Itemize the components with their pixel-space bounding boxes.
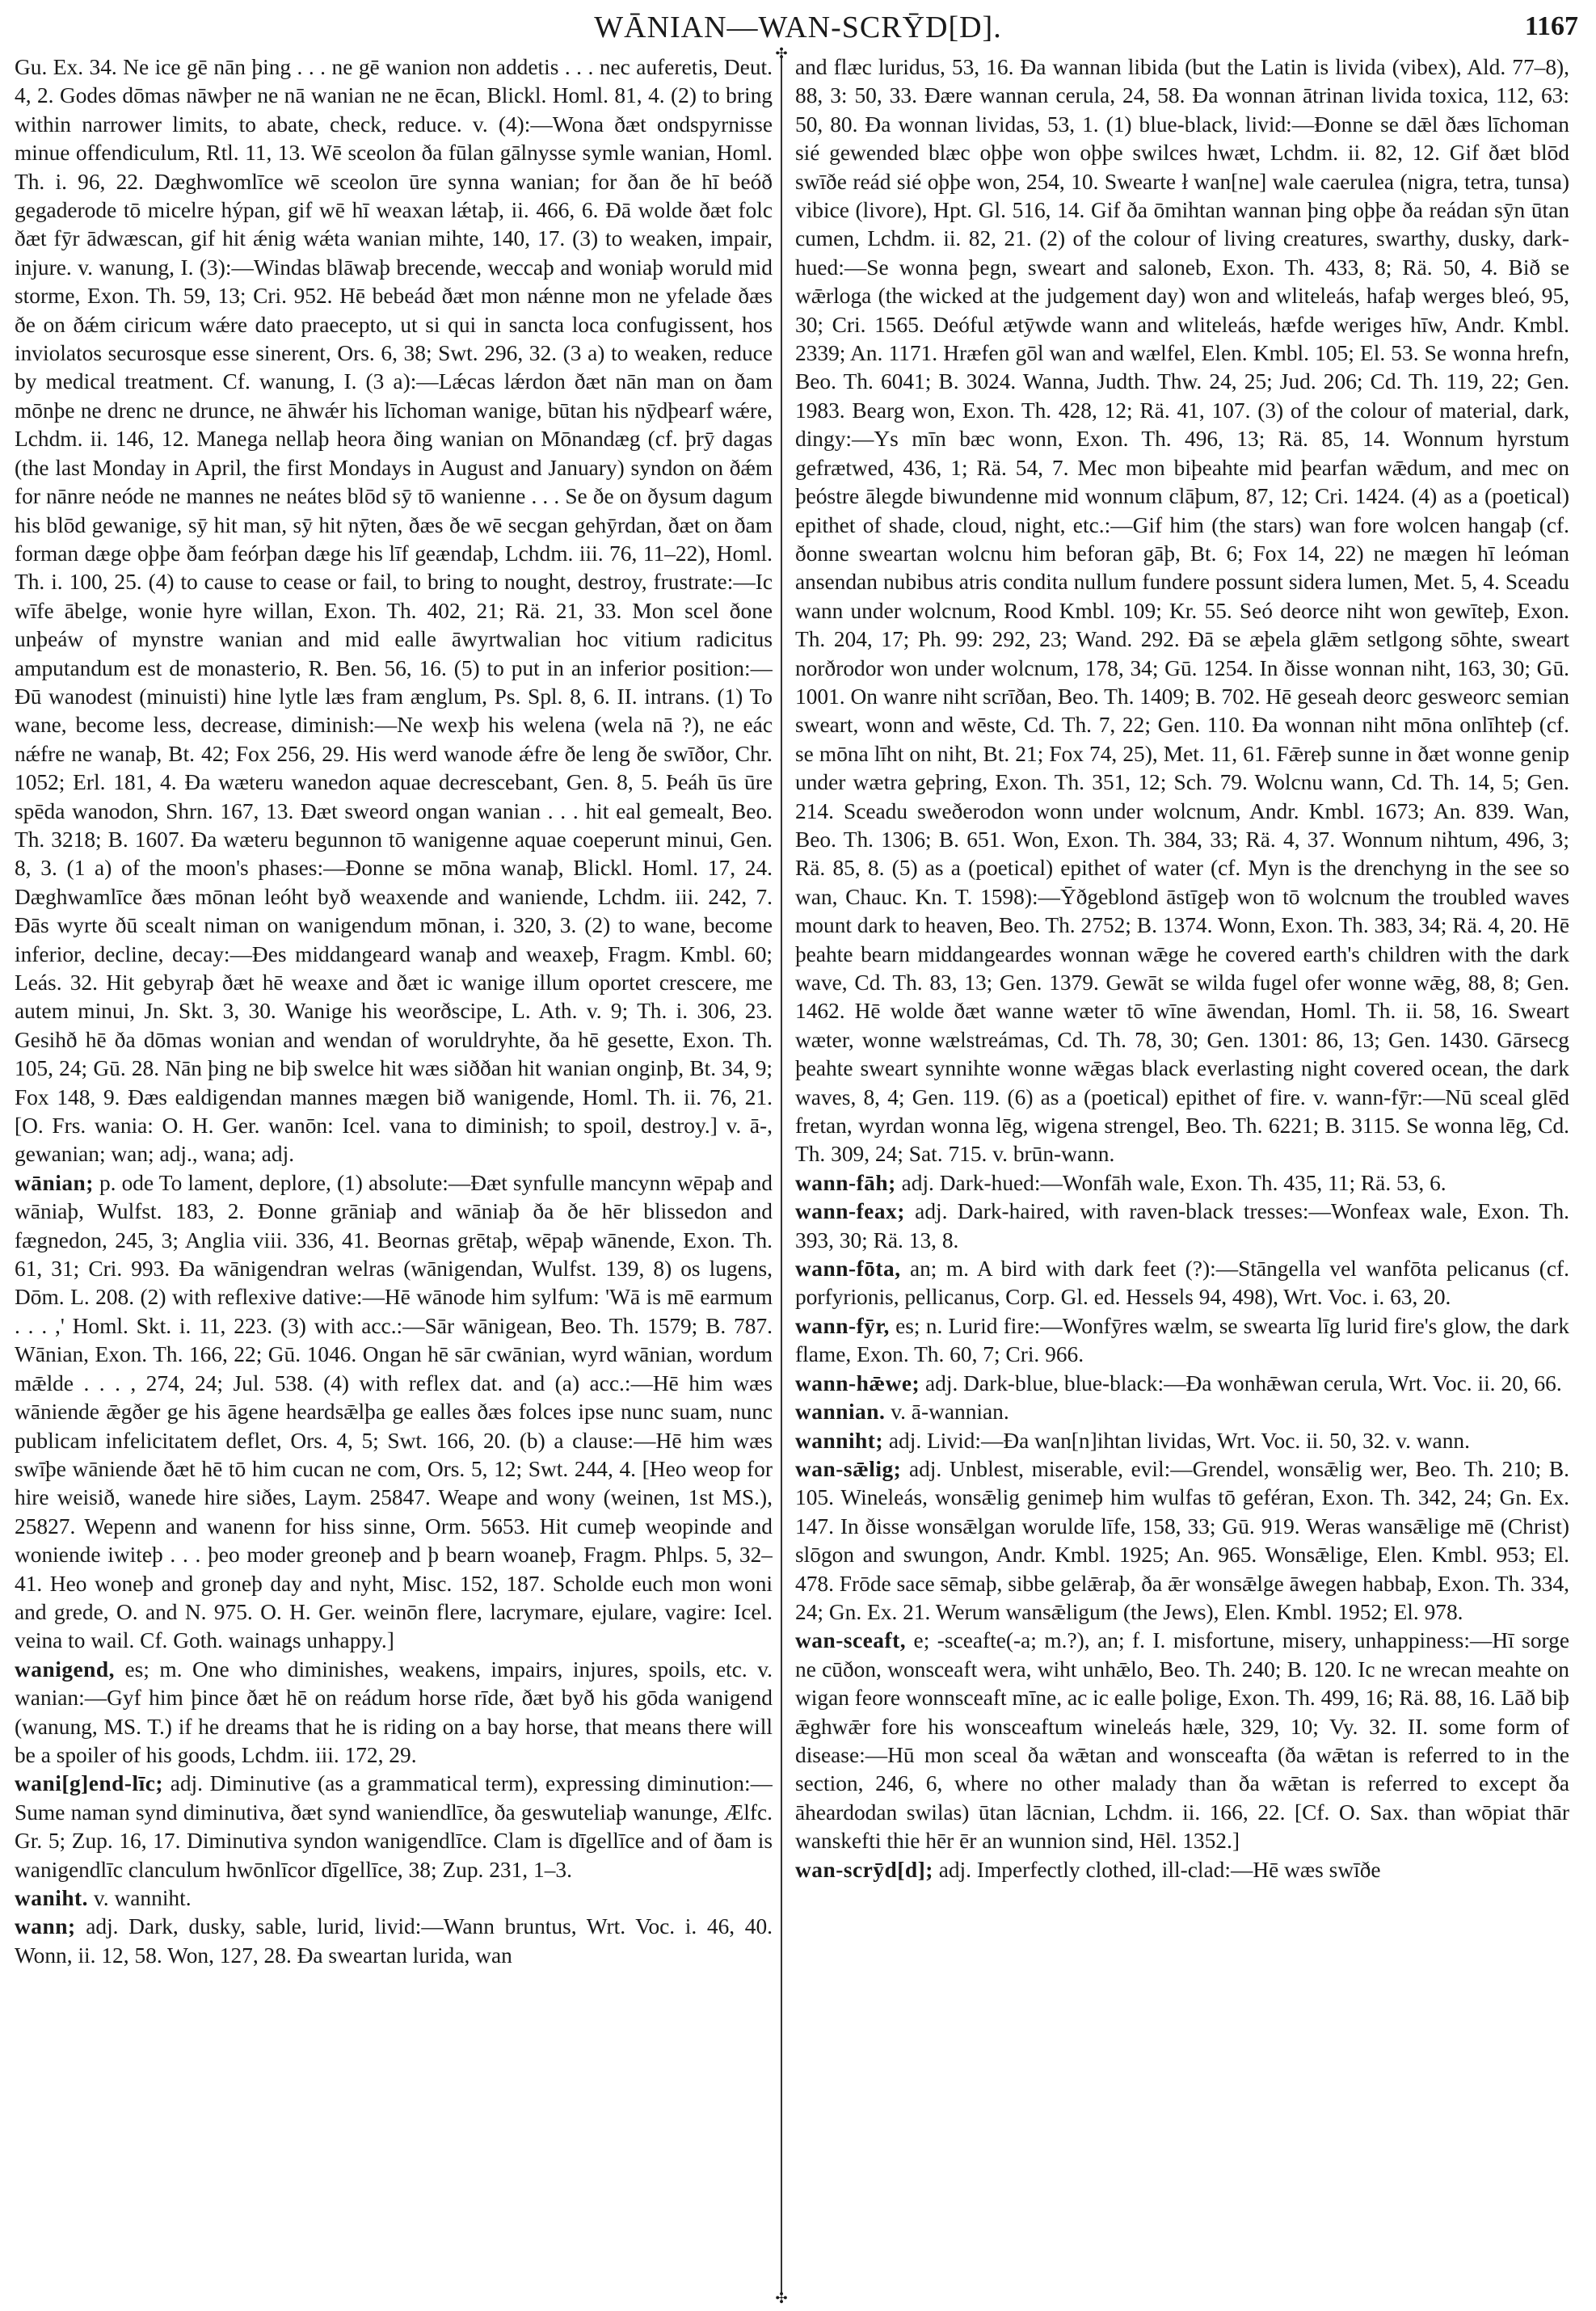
entry-body: Gu. Ex. 34. Ne ice gē nān þing . . . ne gē wanion non addetis . . . nec auferetis, Deut. 4, 2. Godes dōmas nāwþer ne nā wanian ne ne ēcan, Blickl. Homl. 81, 4. (2) to bring within narrower limits, to abate, check, reduce. v. (4):—Wona ðæt ondspyrnisse minue offendiculum, Rtl. 11, 13. Wē sceolon ða fūlan gālnysse symle wanian, Homl. Th. i. 96, 22. Dæghwomlīce wē sceolon ūre synna wanian; for ðan ðe hī beóð gegaderode tō micelre hýpan, gif wē hī weaxan lǽtaþ, ii. 466, 6. Ðā wolde ðæt folc ðæt fȳr ādwæscan, gif hit ǽnig wǽta wanian mihte, 140, 17. (3) to weaken, impair, injure. v. wanung, I. (3):—Windas blāwaþ brecende, weccaþ and woniaþ woruld mid storme, Exon. Th. 59, 13; Cri. 952. Hē bebeád ðæt mon nǽnne mon ne yfelade ðæs ðe on ðǽm ciricum wǽre dato praecepto, ut si qui in sancta loca confugissent, hos inviolatos securosque esse sinerent, Ors. 6, 38; Swt. 296, 32. (3 a) to weaken, reduce by medical treatment. Cf. wanung, I. (3 a):—Lǽcas lǽrdon ðæt nān man on ðam mōnþe ne drenc ne drunce, ne āhwǽr his līchoman wanige, būtan his nȳdþearf wǽre, Lchdm. ii. 146, 12. Manega nellaþ heora ðing wanian on Mōnandæg (cf. þrȳ dagas (the last Monday in April, the first Mondays in August and January) syndon on ðǽm for nānre neóde ne mannes ne neátes blōd sȳ tō wanienne . . . Se ðe on ðysum dagum his blōd gewanige, sȳ hit man, sȳ hit nȳten, ðæs ðe wē secgan gehȳrdan, ðæt on ðam forman dæge oþþe ðam feórþan dæge his līf geændaþ, Lchdm. iii. 76, 11–22), Homl. Th. i. 100, 25. (4) to cause to cease or fail, to bring to nought, destroy, frustrate:—Ic wīfe ābelge, wonie hyre willan, Exon. Th. 402, 21; Rä. 21, 33. Mon scel ðone unþeáw of mynstre wanian and mid ealle āwyrtwalian hoc vitium radicitus amputandum est de monasterio, R. Ben. 56, 16. (5) to put in an inferior position:—Ðū wanodest (minuisti) hine lytle læs fram ænglum, Ps. Spl. 8, 6. II. intrans. (1) To wane, become less, decrease, diminish:—Ne wexþ his welena (wela nā ?), ne eác nǽfre ne wanaþ, Bt. 42; Fox 256, 29. His werd wanode ǽfre ðe leng ðe swīðor, Chr. 1052; Erl. 181, 4. Ða wæteru wanedon aquae decrescebant, Gen. 8, 5. Þeáh ūs ūre spēda wanodon, Shrn. 167, 13. Ðæt sweord ongan wanian . . . hit eal gemealt, Beo. Th. 3218; B. 1607. Ða wæteru begunnon tō wanigenne aquae coeperunt minui, Gen. 8, 3. (1 a) of the moon's phases:—Ðonne se mōna wanaþ, Blickl. Homl. 17, 24. Dæghwamlīce ðæs mōnan leóht byð weaxende and waniende, Lchdm. iii. 242, 7. Ðās wyrte ðū scealt niman on wanigendum mōnan, i. 320, 3. (2) to wane, become inferior, decline, decay:—Ðes middangeard wanaþ and weaxeþ, Fragm. Kmbl. 60; Leás. 32. Hit gebyraþ ðæt hē weaxe and ðæt ic wanige illum oportet crescere, me autem minui, Jn. Skt. 3, 30. Wanige his weorðscipe, L. Ath. v. 9; Th. i. 306, 23. Gesihð hē ða dōmas wonian and wendan of woruldryhte, ða hē gesette, Exon. Th. 105, 24; Gū. 28. Nān þing ne biþ swelce hit wæs siððan hit wanian onginþ, Bt. 34, 9; Fox 148, 9. Ðæs ealdigendan mannes mægen bið wanigende, Homl. Th. ii. 76, 21. [O. Frs. wania: O. H. Ger. wanōn: Icel. vana to diminish; to spoil, destroy.] v. ā-, gewanian; wan; adj., wana; adj. bbox=[15, 55, 773, 1167]
page-number: 1167 bbox=[1524, 11, 1578, 41]
entry-headword: wanniht; bbox=[795, 1428, 884, 1453]
page-header bbox=[0, 5, 1596, 53]
entry-body: es; n. Lurid fire:—Wonfȳres wælm, se swearta līg lurid fire's glow, the dark flame, Exon. Th. 60, 7; Cri. 966. bbox=[795, 1313, 1569, 1367]
dictionary-entry bbox=[15, 1169, 773, 1656]
entry-body: adj. Diminutive (as a grammatical term), expressing diminution:—Sume naman synd diminutiva, ðæt synd waniendlīce, ða geswuteliaþ wanunge, Ælfc. Gr. 5; Zup. 16, 17. Diminutiva syndon wanigendlīce. Clam is dīgellīce and of ðam is wanigendlīc clanculum hwōnlīcor dīgellīce, 38; Zup. 231, 1–3. bbox=[15, 1771, 773, 1882]
entry-body: adj. Imperfectly clothed, ill-clad:—Hē wæs swīðe bbox=[933, 1857, 1381, 1882]
dictionary-entry bbox=[795, 1856, 1569, 1884]
divider-ornament-top-icon: ✣ bbox=[775, 45, 788, 61]
dictionary-entry bbox=[795, 1312, 1569, 1370]
dictionary-entry bbox=[795, 1198, 1569, 1255]
dictionary-entry bbox=[795, 1255, 1569, 1312]
entry-body: e; -sceafte(-a; m.?), an; f. I. misfortune, misery, unhappiness:—Hī sorge ne cūðon, wonsceaft wera, wiht unhǣlo, Beo. Th. 240; B. 120. Ic ne wrecan meahte on wigan feore wonnsceaft mīne, ac ic ealle þolige, Exon. Th. 499, 16; Rä. 88, 16. Lāð biþ ǣghwǣr fore his wonsceaftum wineleás hæle, 329, 10; Vy. 32. II. some form of disease:—Hū mon sceal ða wǣtan and wonsceafta (ða wǣtan is referred to in the section, 246, 6, where no other malady than ða wǣtan is referred to except ða āheardodan swilas) ūtan lācnian, Lchdm. ii. 166, 22. [Cf. O. Sax. than wōpiat thār wanskefti thie hēr ēr an wunnion sind, Hēl. 1352.] bbox=[795, 1628, 1569, 1854]
entry-headword: wann-fāh; bbox=[795, 1170, 896, 1195]
dictionary-entry bbox=[15, 1656, 773, 1770]
entry-headword: wan-scrȳd[d]; bbox=[795, 1857, 933, 1882]
entry-body: v. wanniht. bbox=[88, 1886, 192, 1910]
dictionary-entry bbox=[795, 1455, 1569, 1627]
dictionary-entry bbox=[15, 1913, 773, 1970]
dictionary-entry bbox=[795, 1627, 1569, 1855]
dictionary-entry bbox=[795, 1370, 1569, 1398]
entry-body: es; m. One who diminishes, weakens, impairs, injures, spoils, etc. v. wanian:—Gyf him þince ðæt hē on reádum horse rīde, ðæt byð his gōda wanigend (wanung, MS. T.) if he dreams that he is riding on a bay horse, that means there will be a spoiler of his goods, Lchdm. iii. 172, 29. bbox=[15, 1656, 773, 1767]
entry-headword: wann-fȳr, bbox=[795, 1313, 890, 1338]
entry-body: adj. Dark-hued:—Wonfāh wale, Exon. Th. 435, 11; Rä. 53, 6. bbox=[895, 1170, 1447, 1195]
dictionary-entry bbox=[795, 1427, 1569, 1455]
entry-body: adj. Dark-blue, blue-black:—Ða wonhǣwan cerula, Wrt. Voc. ii. 20, 66. bbox=[920, 1370, 1562, 1395]
entry-body: adj. Livid:—Ða wan[n]ihtan lividas, Wrt. Voc. ii. 50, 32. v. wann. bbox=[883, 1428, 1470, 1453]
entry-headword: wann-feax; bbox=[795, 1199, 905, 1224]
entry-headword: wānian; bbox=[15, 1170, 94, 1195]
entry-headword: wannian. bbox=[795, 1400, 886, 1425]
entry-body: adj. Dark, dusky, sable, lurid, livid:—Wann bruntus, Wrt. Voc. i. 46, 40. Wonn, ii. 12, 58. Won, 127, 28. Ða sweartan lurida, wan bbox=[15, 1914, 773, 1968]
entry-headword: waniht. bbox=[15, 1886, 89, 1910]
column-divider bbox=[781, 55, 782, 2293]
entry-headword: wann; bbox=[15, 1914, 76, 1939]
dictionary-entry bbox=[795, 53, 1569, 1169]
dictionary-entry bbox=[795, 1169, 1569, 1198]
dictionary-entry bbox=[15, 1770, 773, 1884]
entry-headword: wann-hǣwe; bbox=[795, 1370, 920, 1395]
entry-headword: wani[g]end-līc; bbox=[15, 1771, 164, 1796]
dictionary-entry bbox=[15, 53, 773, 1169]
divider-ornament-bottom-icon: ✣ bbox=[775, 2290, 788, 2306]
entry-body: p. ode To lament, deplore, (1) absolute:—Ðæt synfulle mancynn wēpaþ and wāniaþ, Wulfst. 183, 2. Ðonne grāniaþ and wāniaþ ða ðe hēr blissedon and fægnedon, 245, 3; Anglia viii. 336, 41. Beornas grētaþ, wēpaþ wānende, Exon. Th. 61, 31; Cri. 993. Ða wānigendran welras (wānigendan, Wulfst. 139, 8) os lugens, Dōm. L. 208. (2) with reflexive dative:—Hē wānode him sylfum: 'Wā is mē earmum . . . ,' Homl. Skt. i. 11, 223. (3) with acc.:—Sār wānigean, Beo. Th. 1579; B. 787. Wānian, Exon. Th. 166, 22; Gū. 1046. Ongan hē sār cwānian, wyrd wānian, wordum mǣlde . . . , 274, 24; Jul. 538. (4) with reflex dat. and (a) acc.:—Hē him wæs wāniende ǣgðer ge his āgene heardsǣlþa ge ealles ðæs folces ipse nunc suam, nunc publicam infelicitatem deflet, Ors. 4, 5; Swt. 166, 20. (b) a clause:—Hē him wæs swīþe wāniende ðæt hē tō him cucan ne com, Ors. 5, 12; Swt. 244, 4. [Heo weop for hire weisið, wanede hire siðes, Laym. 25847. Weape and wony (weinen, 1st MS.), 25827. Wepenn and wanenn for hiss sinne, Orm. 5653. Hit cumeþ weopinde and woniende iwiteþ . . . þeo moder greoneþ and þ bearn woaneþ, Fragm. Phlps. 5, 32–41. Heo woneþ and groneþ day and nyht, Misc. 152, 187. Scholde euch mon woni and grede, O. and N. 975. O. H. Ger. weinōn flere, lacrymare, ejulare, vagire: Icel. veina to wail. Cf. Goth. wainags unhappy.] bbox=[15, 1170, 773, 1653]
entry-headword: wann-fōta, bbox=[795, 1257, 901, 1282]
entry-body: adj. Unblest, miserable, evil:—Grendel, wonsǣlig wer, Beo. Th. 210; B. 105. Wineleás, wonsǣlig genimeþ him wulfas tō geféran, Exon. Th. 342, 24; Gn. Ex. 147. In ðisse wonsǣlgan worulde līfe, 158, 33; Gū. 919. Weras wansǣlige mē (Christ) slōgon and swungon, Andr. Kmbl. 1925; An. 965. Wonsǣlige, Elen. Kmbl. 953; El. 478. Frōde sace sēmaþ, sibbe gelǣraþ, ða ǣr wonsǣlge āwegen habbaþ, Exon. Th. 334, 24; Gn. Ex. 21. Werum wansǣligum (the Jews), Elen. Kmbl. 1952; El. 978. bbox=[795, 1456, 1569, 1624]
entry-body: v. ā-wannian. bbox=[885, 1400, 1009, 1425]
left-column bbox=[15, 53, 773, 2305]
dictionary-entry bbox=[795, 1398, 1569, 1426]
entry-body: an; m. A bird with dark feet (?):—Stāngella vel wanfōta pelicanus (cf. porfyrionis, pellicanus, Corp. Gl. ed. Hessels 94, 498), Wrt. Voc. i. 63, 20. bbox=[795, 1257, 1569, 1310]
entry-headword: wanigend, bbox=[15, 1656, 115, 1682]
entry-headword: wan-sǣlig; bbox=[795, 1456, 902, 1481]
dictionary-entry bbox=[15, 1884, 773, 1913]
entry-body: adj. Dark-haired, with raven-black tresses:—Wonfeax wale, Exon. Th. 393, 30; Rä. 13, 8. bbox=[795, 1199, 1569, 1252]
entry-headword: wan-sceaft, bbox=[795, 1628, 907, 1653]
right-column bbox=[795, 53, 1569, 2305]
running-title: WĀNIAN—WAN-SCRȲD[D]. bbox=[594, 11, 1002, 44]
entry-body: and flæc luridus, 53, 16. Ða wannan libida (but the Latin is livida (vibex), Ald. 77–8), 88, 3: 50, 33. Ðære wannan cerula, 24, 58. Ða wonnan ātrinan livida toxica, 112, 63: 50, 80. Ða wonnan lividas, 53, 1. (1) blue-black, livid:—Ðonne se dǣl ðæs līchoman sié gewended blæc oþþe won oþþe swilces hwæt, Lchdm. ii. 82, 12. Gif ðæt blōd swīðe reád sié oþþe won, 254, 10. Swearte ł wan[ne] wale caerulea (nigra, tetra, tunsa) vibice (livore), Hpt. Gl. 516, 14. Gif ða ōmihtan wannan þing oþþe ða reádan sȳn ūtan cumen, Lchdm. ii. 82, 21. (2) of the colour of living creatures, swarthy, dusky, dark-hued:—Se wonna þegn, sweart and saloneb, Exon. Th. 433, 8; Rä. 50, 4. Bið se wǣrloga (the wicked at the judgement day) won and wliteleás, hafaþ werges bleó, 95, 30; Cri. 1565. Deóful ætȳwde wann and wliteleás, hæfde weriges hīw, Andr. Kmbl. 2339; An. 1171. Hræfen gōl wan and wælfel, Elen. Kmbl. 105; El. 53. Se wonna hrefn, Beo. Th. 6041; B. 3024. Wanna, Judth. Thw. 24, 25; Jud. 206; Cd. Th. 119, 22; Gen. 1983. Bearg won, Exon. Th. 428, 12; Rä. 41, 107. (3) of the colour of material, dark, dingy:—Ys mīn bæc wonn, Exon. Th. 496, 13; Rä. 85, 14. Wonnum hyrstum gefrætwed, 436, 1; Rä. 54, 7. Mec mon biþeahte mid þearfan wǣdum, and mec on þeóstre ālegde biwundenne mid wonnum clāþum, 87, 12; Cri. 1424. (4) as a (poetical) epithet of shade, cloud, night, etc.:—Gif him (the stars) wan fore wolcen hangaþ (cf. ðonne sweartan wolcnu him beforan gāþ, Bt. 6; Fox 14, 22) ne mægen hī leóman ansendan nubibus atris condita nullum fundere possunt sidera lumen, Met. 5, 4. Sceadu wann under wolcnum, Rood Kmbl. 109; Kr. 55. Seó deorce niht won gewīteþ, Exon. Th. 204, 17; Ph. 99: 292, 23; Wand. 292. Ðā se æþela glǣm setlgong sōhte, sweart norðrodor won under wolcnum, 178, 34; Gū. 1254. In ðisse wonnan niht, 163, 30; Gū. 1001. On wanre niht scrīðan, Beo. Th. 1409; B. 702. Hē geseah deorc gesweorc semian sweart, wonn and wēste, Cd. Th. 7, 22; Gen. 110. Ða wonnan niht mōna onlīhteþ (cf. se mōna līht on niht, Bt. 21; Fox 74, 25), Met. 11, 61. Fǣreþ sunne in ðæt wonne genip under wætra geþring, Exon. Th. 351, 12; Sch. 79. Wolcnu wann, Cd. Th. 14, 5; Gen. 214. Sceadu sweðerodon wonn under wolcnum, Andr. Kmbl. 1673; An. 839. Wan, Beo. Th. 1306; B. 651. Won, Exon. Th. 384, 33; Rä. 4, 37. Wonnum nihtum, 496, 3; Rä. 85, 8. (5) as a (poetical) epithet of water (cf. Myn is the drenchyng in the see so wan, Chauc. Kn. T. 1598):—Ȳðgeblond āstīgeþ won tō wolcnum the troubled waves mount dark to heaven, Beo. Th. 2752; B. 1374. Wonn, Exon. Th. 383, 34; Rä. 4, 20. Hē þeahte bearn middangeardes wonnan wǣge he covered earth's children with the dark wave, Cd. Th. 83, 13; Gen. 1379. Gewāt se wilda fugel ofer wonne wǣg, 88, 8; Gen. 1462. Hē wolde ðæt wanne wæter tō wīne āwendan, Homl. Th. ii. 58, 16. Sweart wæter, wonne wælstreámas, Cd. Th. 78, 30; Gen. 1301: 86, 13; Gen. 1430. Gārsecg þeahte sweart synnihte wonne wǣgas black everlasting night covered ocean, the dark waves, 8, 4; Gen. 119. (6) as a (poetical) epithet of fire. v. wann-fȳr:—Nū sceal glēd fretan, wyrdan wonna lēg, wigena strengel, Beo. Th. 6221; B. 3115. Se wonna lēg, Cd. Th. 309, 24; Sat. 715. v. brūn-wann. bbox=[795, 55, 1569, 1167]
